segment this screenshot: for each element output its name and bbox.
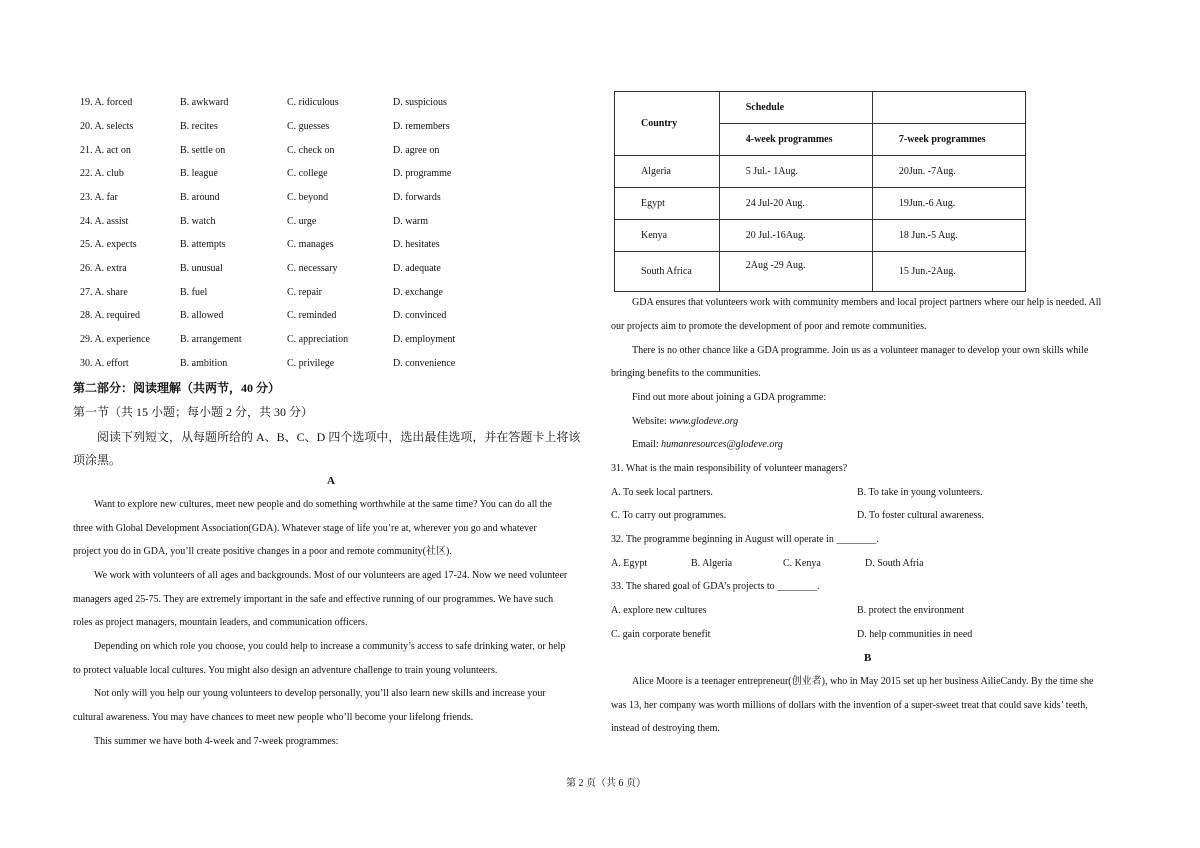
- country-cell: Kenya: [615, 220, 720, 252]
- schedule-table: [614, 91, 1026, 292]
- passage-a-label: A: [327, 475, 335, 487]
- option-20b: B. recites: [180, 121, 218, 132]
- question-33: 33. The shared goal of GDA’s projects to ________.: [611, 581, 820, 592]
- option-23d: D. forwards: [393, 192, 441, 203]
- w4-cell: 5 Jul.- 1Aug.: [719, 156, 872, 188]
- country-cell: South Africa: [615, 252, 720, 292]
- table-row: [615, 156, 1026, 188]
- option-19b: B. awkward: [180, 97, 229, 108]
- instruction-line2: 项涂黑。: [73, 453, 122, 467]
- passage-a-cont-line: There is no other chance like a GDA programme. Join us as a volunteer manager to develop your own skills while: [632, 345, 1089, 356]
- passage-a-line: Depending on which role you choose, you could help to increase a community’s access to safe drinking water, or help: [94, 641, 566, 652]
- passage-a-cont-line: GDA ensures that volunteers work with community members and local project partners where our help is needed. All: [632, 297, 1102, 308]
- passage-a-line: to protect valuable local cultures. You might also design an adventure challenge to train young volunteers.: [73, 665, 498, 676]
- option-26c: C. necessary: [287, 263, 338, 274]
- option-21d: D. agree on: [393, 145, 440, 156]
- passage-b-line: was 13, her company was worth millions of dollars with the invention of a super-sweet treat that could save kids’ teeth,: [611, 700, 1088, 711]
- website-line: [632, 410, 738, 434]
- option-19c: C. ridiculous: [287, 97, 339, 108]
- header-7week: 7-week programmes: [872, 124, 1025, 156]
- header-schedule: Schedule: [719, 92, 872, 124]
- q33-option-a: A. explore new cultures: [611, 605, 707, 616]
- option-22d: D. programme: [393, 168, 452, 179]
- option-28d: D. convinced: [393, 310, 447, 321]
- passage-a-line: This summer we have both 4-week and 7-week programmes:: [94, 736, 339, 747]
- website-link[interactable]: www.glodeve.org: [669, 416, 739, 427]
- header-4week: 4-week programmes: [719, 124, 872, 156]
- instruction-line1: 阅读下列短文，从每题所给的 A、B、C、D 四个选项中，选出最佳选项，并在答题卡上将该: [97, 430, 581, 444]
- option-23c: C. beyond: [287, 192, 329, 203]
- option-29a: 29. A. experience: [80, 334, 150, 345]
- passage-a-cont-line: bringing benefits to the communities.: [611, 368, 761, 379]
- option-21a: 21. A. act on: [80, 145, 131, 156]
- q33-option-d: D. help communities in need: [857, 629, 973, 640]
- option-23b: B. around: [180, 192, 220, 203]
- passage-a-cont-line: Find out more about joining a GDA programme:: [632, 392, 827, 403]
- website-label: Website:: [632, 416, 670, 427]
- option-28b: B. allowed: [180, 310, 224, 321]
- option-25b: B. attempts: [180, 239, 226, 250]
- header-empty: [872, 92, 1025, 124]
- option-27d: D. exchange: [393, 287, 443, 298]
- option-26b: B. unusual: [180, 263, 223, 274]
- option-24b: B. watch: [180, 216, 216, 227]
- option-30b: B. ambition: [180, 358, 228, 369]
- option-24d: D. warm: [393, 216, 428, 227]
- question-31: 31. What is the main responsibility of volunteer managers?: [611, 463, 848, 474]
- question-32: 32. The programme beginning in August will operate in ________.: [611, 534, 879, 545]
- option-22c: C. college: [287, 168, 328, 179]
- option-20c: C. guesses: [287, 121, 330, 132]
- w4-cell: 20 Jul.-16Aug.: [719, 220, 872, 252]
- option-19d: D. suspicious: [393, 97, 447, 108]
- passage-b-label: B: [864, 652, 872, 664]
- part2-heading: 第二部分：阅读理解（共两节，40 分）: [73, 381, 281, 395]
- option-29b: B. arrangement: [180, 334, 242, 345]
- q32-option-c: C. Kenya: [783, 558, 821, 569]
- q31-option-a: A. To seek local partners.: [611, 487, 713, 498]
- passage-a-line: cultural awareness. You may have chances to meet new people who’ll become your lifelong friends.: [73, 712, 474, 723]
- option-24c: C. urge: [287, 216, 317, 227]
- header-country: Country: [615, 92, 720, 156]
- option-21c: C. check on: [287, 145, 335, 156]
- option-29c: C. appreciation: [287, 334, 349, 345]
- email-link[interactable]: humanresources@glodeve.org: [661, 439, 783, 450]
- email-label: Email:: [632, 439, 662, 450]
- w7-cell: 18 Jun.-5 Aug.: [872, 220, 1025, 252]
- q32-option-d: D. South Afria: [865, 558, 924, 569]
- option-30a: 30. A. effort: [80, 358, 129, 369]
- passage-b-line: instead of destroying them.: [611, 723, 720, 734]
- q31-option-b: B. To take in young volunteers.: [857, 487, 983, 498]
- w7-cell: 19Jun.-6 Aug.: [872, 188, 1025, 220]
- passage-a-line: three with Global Development Association(GDA). Whatever stage of life you’re at, wherever you go and whatever: [73, 523, 537, 534]
- w4-cell: 24 Jul-20 Aug.: [719, 188, 872, 220]
- option-23a: 23. A. far: [80, 192, 118, 203]
- option-28c: C. reminded: [287, 310, 337, 321]
- option-28a: 28. A. required: [80, 310, 140, 321]
- option-30d: D. convenience: [393, 358, 456, 369]
- q31-option-d: D. To foster cultural awareness.: [857, 510, 984, 521]
- passage-b-line: Alice Moore is a teenager entrepreneur(创业者), who in May 2015 set up her business AilieCandy. By the time she: [632, 676, 1094, 687]
- table-row: [615, 220, 1026, 252]
- country-cell: Egypt: [615, 188, 720, 220]
- q33-option-b: B. protect the environment: [857, 605, 965, 616]
- option-25d: D. hesitates: [393, 239, 440, 250]
- country-cell: Algeria: [615, 156, 720, 188]
- option-19a: 19. A. forced: [80, 97, 133, 108]
- passage-a-line: We work with volunteers of all ages and backgrounds. Most of our volunteers are aged 17-24. Now we need volunteer: [94, 570, 568, 581]
- w7-cell: 20Jun. -7Aug.: [872, 156, 1025, 188]
- q32-option-a: A. Egypt: [611, 558, 648, 569]
- table-row: [615, 252, 1026, 292]
- q33-option-c: C. gain corporate benefit: [611, 629, 711, 640]
- option-27c: C. repair: [287, 287, 322, 298]
- option-21b: B. settle on: [180, 145, 226, 156]
- q31-option-c: C. To carry out programmes.: [611, 510, 727, 521]
- passage-a-line: roles as project managers, mountain leaders, and communication officers.: [73, 617, 368, 628]
- option-29d: D. employment: [393, 334, 456, 345]
- option-24a: 24. A. assist: [80, 216, 129, 227]
- option-27b: B. fuel: [180, 287, 208, 298]
- option-25c: C. manages: [287, 239, 334, 250]
- passage-a-line: Not only will you help our young volunteers to develop personally, you’ll also learn new skills and increase your: [94, 688, 546, 699]
- option-22a: 22. A. club: [80, 168, 124, 179]
- page-footer: 第 2 页（共 6 页）: [566, 778, 646, 789]
- section1-heading: 第一节（共 15 小题；每小题 2 分，共 30 分）: [73, 405, 314, 419]
- passage-a-line: managers aged 25-75. They are extremely important in the safe and effective running of our programmes. We have such: [73, 594, 554, 605]
- option-25a: 25. A. expects: [80, 239, 137, 250]
- option-30c: C. privilege: [287, 358, 335, 369]
- email-line: [632, 433, 783, 457]
- w7-cell: 15 Jun.-2Aug.: [872, 252, 1025, 292]
- option-26a: 26. A. extra: [80, 263, 127, 274]
- passage-a-line: project you do in GDA, you’ll create positive changes in a poor and remote community(社区).: [73, 546, 452, 557]
- option-20d: D. remembers: [393, 121, 450, 132]
- option-26d: D. adequate: [393, 263, 441, 274]
- option-27a: 27. A. share: [80, 287, 128, 298]
- option-22b: B. league: [180, 168, 218, 179]
- passage-a-cont-line: our projects aim to promote the development of poor and remote communities.: [611, 321, 927, 332]
- option-20a: 20. A. selects: [80, 121, 134, 132]
- passage-a-line: Want to explore new cultures, meet new people and do something worthwhile at the same time? You can do all the: [94, 499, 552, 510]
- w4-cell: 2Aug -29 Aug.: [719, 252, 872, 292]
- q32-option-b: B. Algeria: [691, 558, 733, 569]
- table-row: [615, 188, 1026, 220]
